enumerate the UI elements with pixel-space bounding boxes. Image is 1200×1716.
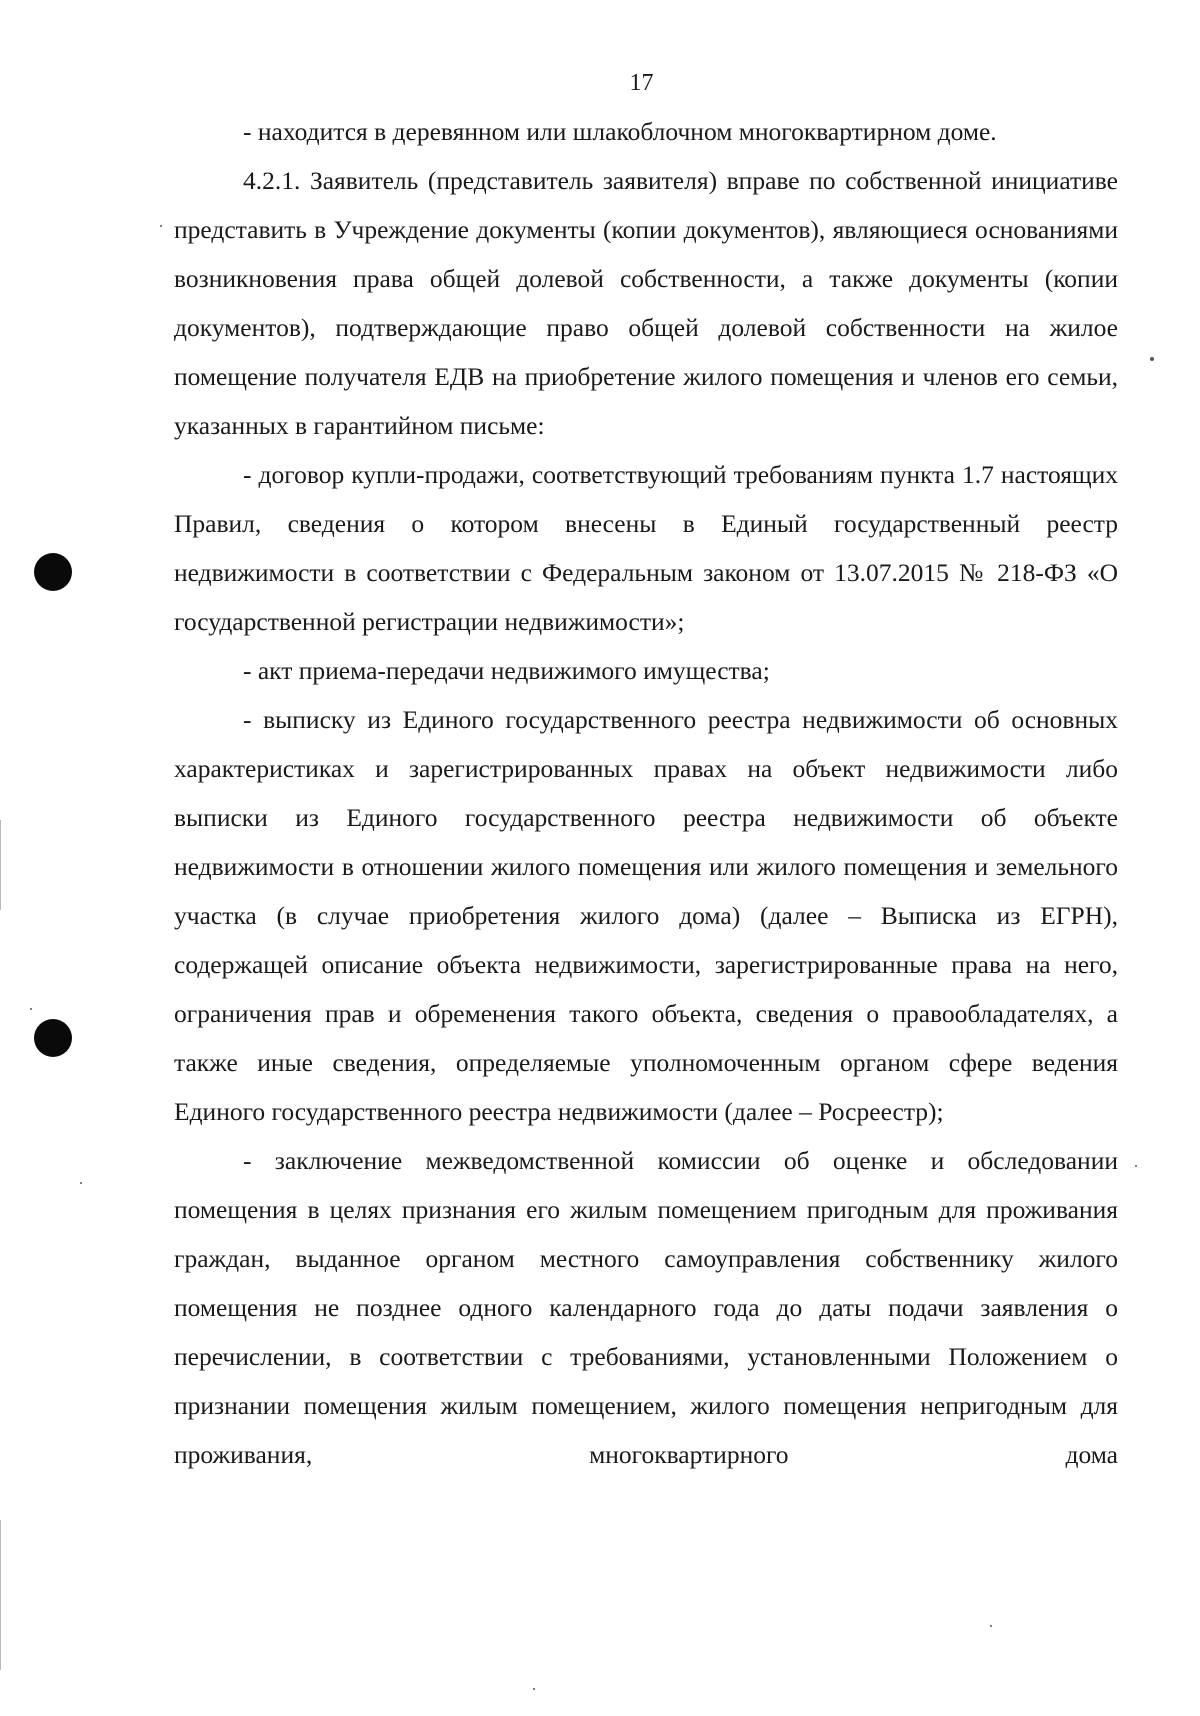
scan-speck: [533, 1688, 535, 1690]
scan-speck: [990, 1625, 992, 1627]
scan-speck: [1135, 1165, 1137, 1167]
paragraph-commission-conclusion: - заключение межведомственной комиссии об оценке и обследовании помещения в целях признания его жилым помещением пригодным для проживания граждан, выданное органом местного самоуправления собственнику жилого помещения не позднее одного календарного года до даты подачи заявления о перечислении, в соответствии с требованиями, установленными Положением о признании помещения жилым помещением, жилого помещения непригодным для проживания, многоквартирного дома: [174, 1146, 1118, 1469]
document-body: [174, 107, 1118, 1479]
paragraph-transfer-act: - акт приема-передачи недвижимого имущества;: [243, 656, 770, 685]
scan-edge-mark: [0, 1520, 1, 1670]
scan-edge-mark: [0, 820, 1, 910]
page-number: 17: [629, 70, 654, 96]
scan-speck: [1150, 357, 1154, 361]
scan-speck: [80, 1182, 82, 1184]
paragraph-house-type: - находится в деревянном или шлакоблочном многоквартирном доме.: [243, 117, 997, 146]
punch-hole-mark: [34, 1019, 72, 1057]
scan-speck: [30, 1008, 32, 1010]
punch-hole-mark: [34, 553, 72, 591]
paragraph-egrn-extract: - выписку из Единого государственного реестра недвижимости об основных характеристиках и зарегистрированных правах на объект недвижимости либо выписки из Единого государственного реестра недвижимости об объекте недвижимости в отношении жилого помещения или жилого помещения и земельного участка (в случае приобретения жилого дома) (далее – Выписка из ЕГРН), содержащей описание объекта недвижимости, зарегистрированные права на него, ограничения прав и обременения такого объекта, сведения о правообладателях, а также иные сведения, определяемые уполномоченным органом сфере ведения Единого государственного реестра недвижимости (далее – Росреестр);: [174, 705, 1118, 1126]
scan-speck: [160, 225, 162, 227]
paragraph-sale-contract: - договор купли-продажи, соответствующий требованиям пункта 1.7 настоящих Правил, сведения о котором внесены в Единый государственный реестр недвижимости в соответствии с Федеральным законом от 13.07.2015 № 218-ФЗ «О государственной регистрации недвижимости»;: [174, 460, 1118, 636]
paragraph-4-2-1: 4.2.1. Заявитель (представитель заявителя) вправе по собственной инициативе представить в Учреждение документы (копии документов), являющиеся основаниями возникновения права общей долевой собственности, а также документы (копии документов), подтверждающие право общей долевой собственности на жилое помещение получателя ЕДВ на приобретение жилого помещения и членов его семьи, указанных в гарантийном письме:: [174, 166, 1118, 440]
